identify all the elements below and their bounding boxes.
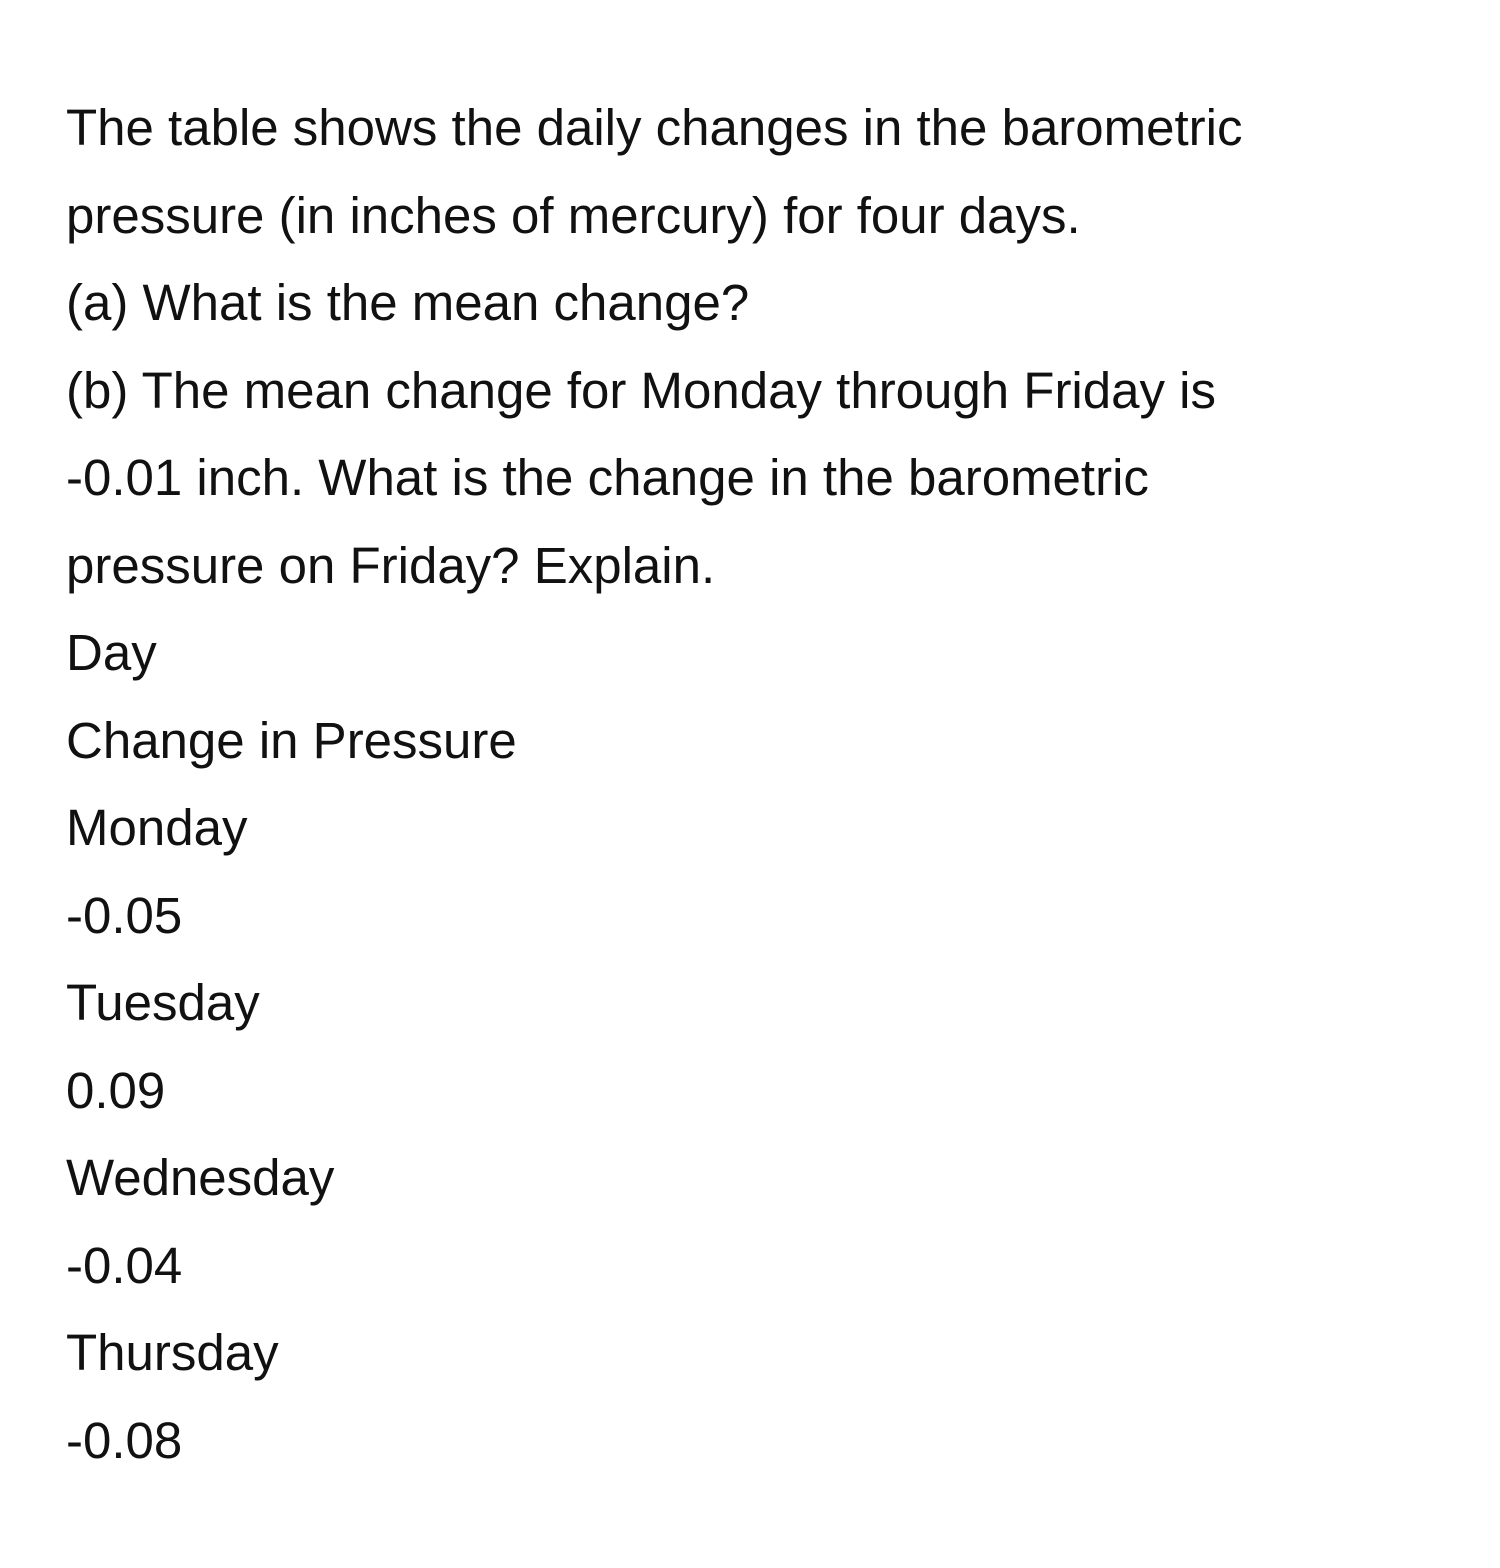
table-cell-change: -0.08 (66, 1411, 183, 1469)
question-b-line-3: pressure on Friday? Explain. (66, 536, 716, 594)
table-cell-day: Wednesday (66, 1149, 335, 1206)
table-cell-day: Thursday (66, 1324, 279, 1381)
table-header-change: Change in Pressure (66, 711, 517, 769)
question-a: (a) What is the mean change? (66, 274, 750, 331)
table-cell-change: 0.09 (66, 1061, 166, 1119)
table-cell-day: Monday (66, 799, 248, 856)
intro-line-1: The table shows the daily changes in the barometric (66, 99, 1243, 156)
table-row (66, 1309, 1466, 1484)
table-cell-change: -0.04 (66, 1236, 183, 1294)
question-b-line-1: (b) The mean change for Monday through Friday is (66, 361, 1216, 419)
question-b-line-2: -0.01 inch. What is the change in the barometric (66, 449, 1149, 506)
table-header-day: Day (66, 624, 157, 681)
intro-line-2: pressure (in inches of mercury) for four days. (66, 186, 1081, 244)
pressure-table (66, 609, 1466, 1484)
problem-document (66, 84, 1466, 1484)
table-row (66, 959, 1466, 1134)
table-cell-day: Tuesday (66, 974, 260, 1031)
table-row (66, 1134, 1466, 1309)
table-row (66, 784, 1466, 959)
table-cell-change: -0.05 (66, 886, 183, 944)
